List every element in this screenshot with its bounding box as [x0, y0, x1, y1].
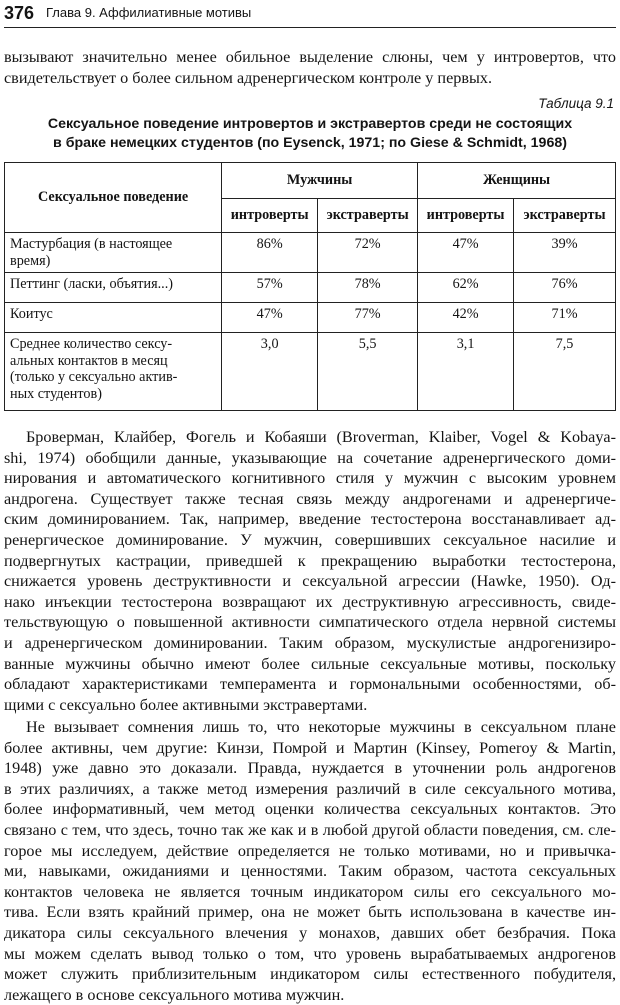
text-line: Броверман, Клайбер, Фогель и Кобаяши (Broverman, Klaiber, Vogel & Kobaya-	[26, 428, 616, 446]
table-cell: 7,5	[514, 333, 616, 411]
table-cell: 47%	[418, 233, 514, 273]
table-caption-line: Сексуальное поведение интровертов и экстравертов среди не состоящих	[47, 116, 573, 132]
text-line: может служить приблизительным индикатором силы естественного побудителя,	[4, 965, 616, 984]
text-line: лежащего в основе сексуального мотива мужчин.	[4, 985, 345, 1004]
text-line: горое мы исследуем, действие определяется не только мотивами, но и привычка-	[4, 841, 616, 860]
row-label	[5, 273, 222, 303]
row-label-line: Среднее количество сексу-	[10, 336, 173, 352]
page-number: 376	[4, 3, 35, 23]
row-label-line: альных контактов в месяц	[10, 352, 168, 369]
body-paragraph-2	[4, 717, 616, 1005]
table-cell: 71%	[514, 303, 616, 333]
body-paragraph-1	[4, 427, 616, 715]
text-line: ванные мужчины обычно имеют более сильные сексуальные мотивы, поскольку	[4, 654, 616, 673]
table-label: Таблица 9.1	[538, 96, 614, 111]
text-line: тельствующую о повышенной активности симпатического отдела нервной системы	[4, 613, 616, 632]
table-row	[5, 303, 616, 333]
text-line: щими с сексуально более активными экстравертами.	[4, 695, 368, 714]
text-line: более информативный, чем метод оценки количества сексуальных контактов. Это	[4, 800, 616, 819]
table-cell: 86%	[222, 233, 318, 273]
row-label-line: Коитус	[10, 306, 53, 322]
row-label	[5, 333, 222, 411]
row-label-line: Петтинг (ласки, объятия...)	[10, 276, 173, 292]
text-line: нирования и автоматического когнитивного стиля у мужчин с высоким уровнем	[4, 469, 616, 488]
row-label-line: время)	[10, 252, 51, 269]
text-line: вызывают значительно менее обильное выделение слюны, чем у интровертов, что	[4, 48, 616, 66]
row-label	[5, 233, 222, 273]
row-label-line: ных студентов)	[10, 385, 102, 402]
table-cell: 39%	[514, 233, 616, 273]
text-line: и адренергическом доминировании. Таким образом, мускулистые андрогенизиро-	[4, 633, 616, 652]
row-label-line: (только у сексуально актив-	[10, 369, 178, 385]
text-line: тива. Если взять крайний пример, она не может быть использована в качестве ин-	[4, 903, 616, 922]
running-title: Глава 9. Аффилиативные мотивы	[46, 5, 252, 20]
table-row	[5, 273, 616, 303]
table-caption	[20, 115, 600, 153]
table-cell: 72%	[318, 233, 418, 273]
table-cell: 62%	[418, 273, 514, 303]
text-line: свидетельствует о более сильном адренергическом контроле у первых.	[4, 68, 493, 87]
table-cell: 78%	[318, 273, 418, 303]
subheader-introverts-women: интроверты	[418, 199, 514, 233]
header-rule	[4, 27, 616, 28]
column-group-women: Женщины	[418, 163, 616, 199]
text-line: ским доминированием. Так, например, введение тестостерона восстанавливает ад-	[4, 510, 616, 529]
text-line: подвергнутых кастрации, приведшей к прекращению выработки тестостерона,	[4, 551, 616, 570]
table-row	[5, 233, 616, 273]
table-cell: 3,1	[418, 333, 514, 411]
text-line: в этих различиях, а также метод измерения различий в силе сексуального мотива,	[4, 779, 616, 798]
subheader-introverts-men: интроверты	[222, 199, 318, 233]
text-line: обладают характеристиками темперамента и гормональными особенностями, об-	[4, 675, 616, 694]
text-line: контактов человека не является точным индикатором силы его сексуального мо-	[4, 882, 616, 901]
column-group-men: Мужчины	[222, 163, 418, 199]
intro-paragraph	[4, 47, 616, 88]
text-line: Не вызывает сомнения лишь то, что некоторые мужчины в сексуальном плане	[26, 718, 616, 736]
table-cell: 3,0	[222, 333, 318, 411]
table-cell: 5,5	[318, 333, 418, 411]
table-cell: 76%	[514, 273, 616, 303]
table-cell: 47%	[222, 303, 318, 333]
text-line: дикатора силы сексуального влечения у монахов, давших обет безбрачия. Пока	[4, 923, 616, 942]
text-line: мы можем сделать вывод только о том, что уровень вырабатываемых андрогенов	[4, 944, 616, 963]
data-table	[4, 162, 616, 411]
row-label	[5, 303, 222, 333]
text-line: shi, 1974) обобщили данные, указывающие на сочетание адренергического доми-	[4, 448, 616, 467]
row-label-line: Мастурбация (в настоящее	[10, 236, 173, 252]
subheader-extraverts-men: экстраверты	[318, 199, 418, 233]
text-line: нако инъекции тестостерона возвращают их деструктивную агрессивность, свиде-	[4, 592, 616, 611]
text-line: связано с тем, что здесь, точно так же как и в любой другой области поведения, см. сле-	[4, 820, 616, 839]
table-caption-line: в браке немецких студентов (по Eysenck, 1971; по Giese & Schmidt, 1968)	[53, 135, 567, 151]
running-header	[0, 2, 620, 24]
table-row	[5, 333, 616, 411]
table-cell: 42%	[418, 303, 514, 333]
text-line: ми, навыками, ожиданиями и ценностями. Таким образом, частота сексуальных	[4, 862, 616, 881]
subheader-extraverts-women: экстраверты	[514, 199, 616, 233]
text-line: 1948) уже давно это доказали. Правда, нуждается в уточнении роль андрогенов	[4, 759, 616, 778]
table-cell: 77%	[318, 303, 418, 333]
table-cell: 57%	[222, 273, 318, 303]
text-line: снижается уровень деструктивности и сексуальной агрессии (Hawke, 1950). Од-	[4, 572, 616, 591]
text-line: андрогена. Существует также тесная связь между андрогенами и адренергиче-	[4, 489, 616, 508]
text-line: ренергическое доминирование. У мужчин, совершивших сексуальное насилие и	[4, 530, 616, 549]
text-line: более активны, чем другие: Кинзи, Помрой и Мартин (Kinsey, Pomeroy & Martin,	[4, 738, 616, 757]
column-header-behavior: Сексуальное поведение	[5, 163, 222, 233]
